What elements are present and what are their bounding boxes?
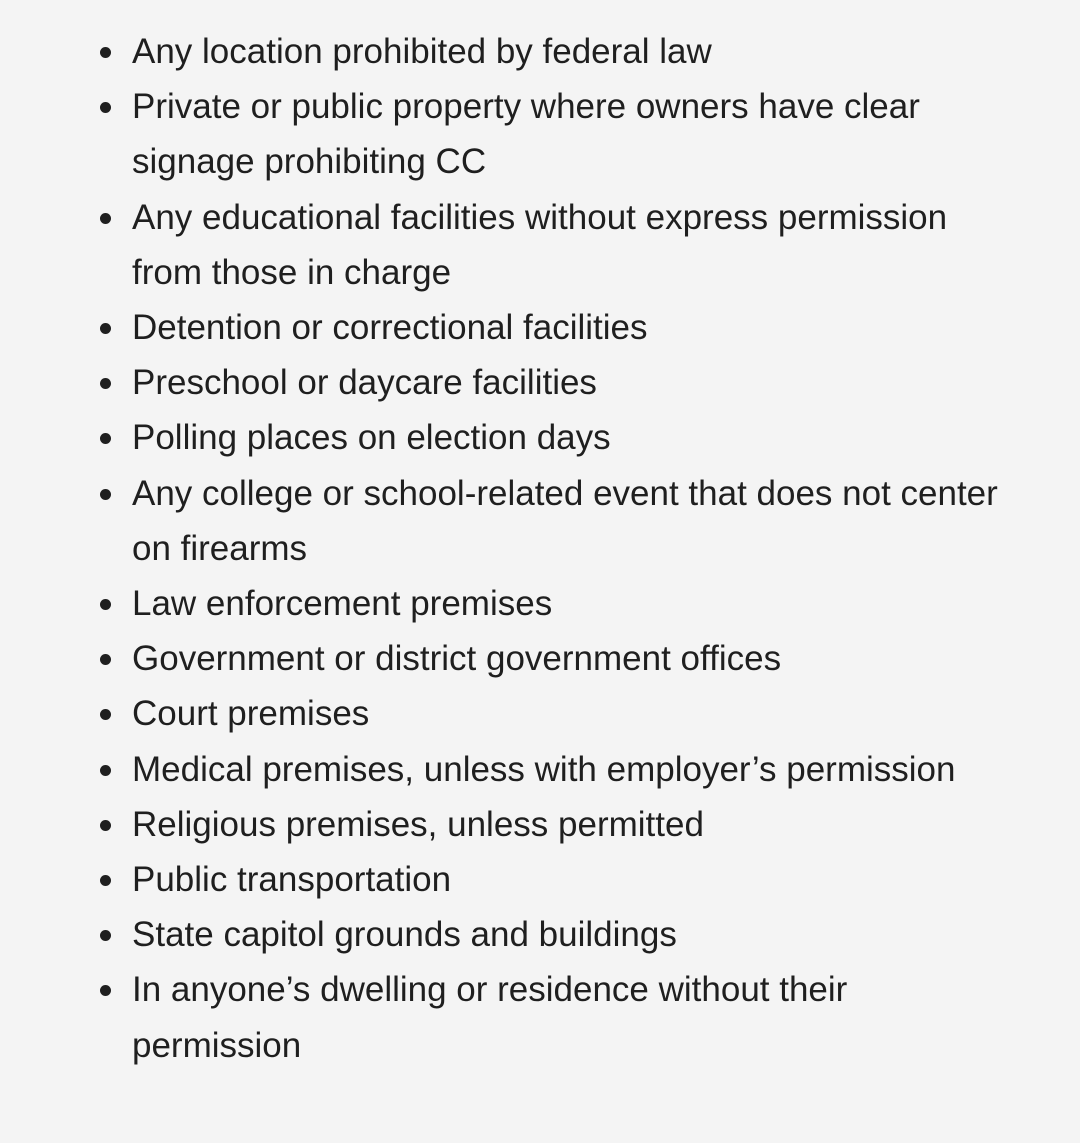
list-item-text: Polling places on election days [132, 418, 611, 458]
list-item [0, 797, 1080, 852]
list-item-text: Private or public property where owners have clear signage prohibiting CC [132, 87, 920, 182]
bullet-icon [100, 875, 111, 886]
list-item [0, 300, 1080, 355]
bullet-icon [100, 985, 111, 996]
list-item-text: Government or district government offices [132, 639, 782, 679]
list-item [0, 686, 1080, 741]
bullet-icon [100, 930, 111, 941]
list-item-text: Public transportation [132, 860, 452, 900]
bullet-icon [100, 47, 111, 58]
bullet-icon [100, 820, 111, 831]
list-item [0, 466, 1080, 576]
list-item-text: Any educational facilities without express permission from those in charge [132, 197, 948, 292]
list-item [0, 962, 1080, 1072]
bullet-icon [100, 489, 111, 500]
list-item [0, 907, 1080, 962]
list-item-text: Court premises [132, 694, 370, 734]
list-item-text: Religious premises, unless permitted [132, 804, 704, 844]
list-item-text: Law enforcement premises [132, 584, 553, 624]
bullet-icon [100, 709, 111, 720]
bullet-icon [100, 765, 111, 776]
list-item-text: In anyone’s dwelling or residence without their permission [132, 970, 848, 1065]
list-item-text: State capitol grounds and buildings [132, 915, 677, 955]
list-item [0, 576, 1080, 631]
list-item [0, 355, 1080, 410]
list-item [0, 742, 1080, 797]
list-item-text: Medical premises, unless with employer’s permission [132, 749, 956, 789]
bullet-icon [100, 102, 111, 113]
list-item-text: Detention or correctional facilities [132, 308, 648, 348]
bullet-icon [100, 213, 111, 224]
bullet-icon [100, 433, 111, 444]
list-item [0, 79, 1080, 189]
list-item-text: Preschool or daycare facilities [132, 363, 597, 403]
list-item-text: Any college or school-related event that does not center on firearms [132, 473, 998, 568]
bullet-icon [100, 323, 111, 334]
bullet-icon [100, 654, 111, 665]
bullet-icon [100, 599, 111, 610]
list-item [0, 410, 1080, 465]
prohibited-locations-list [0, 24, 1080, 1073]
bullet-icon [100, 378, 111, 389]
list-item [0, 852, 1080, 907]
list-item [0, 190, 1080, 300]
list-item-text: Any location prohibited by federal law [132, 32, 712, 71]
list-item [0, 24, 1080, 79]
list-item [0, 631, 1080, 686]
